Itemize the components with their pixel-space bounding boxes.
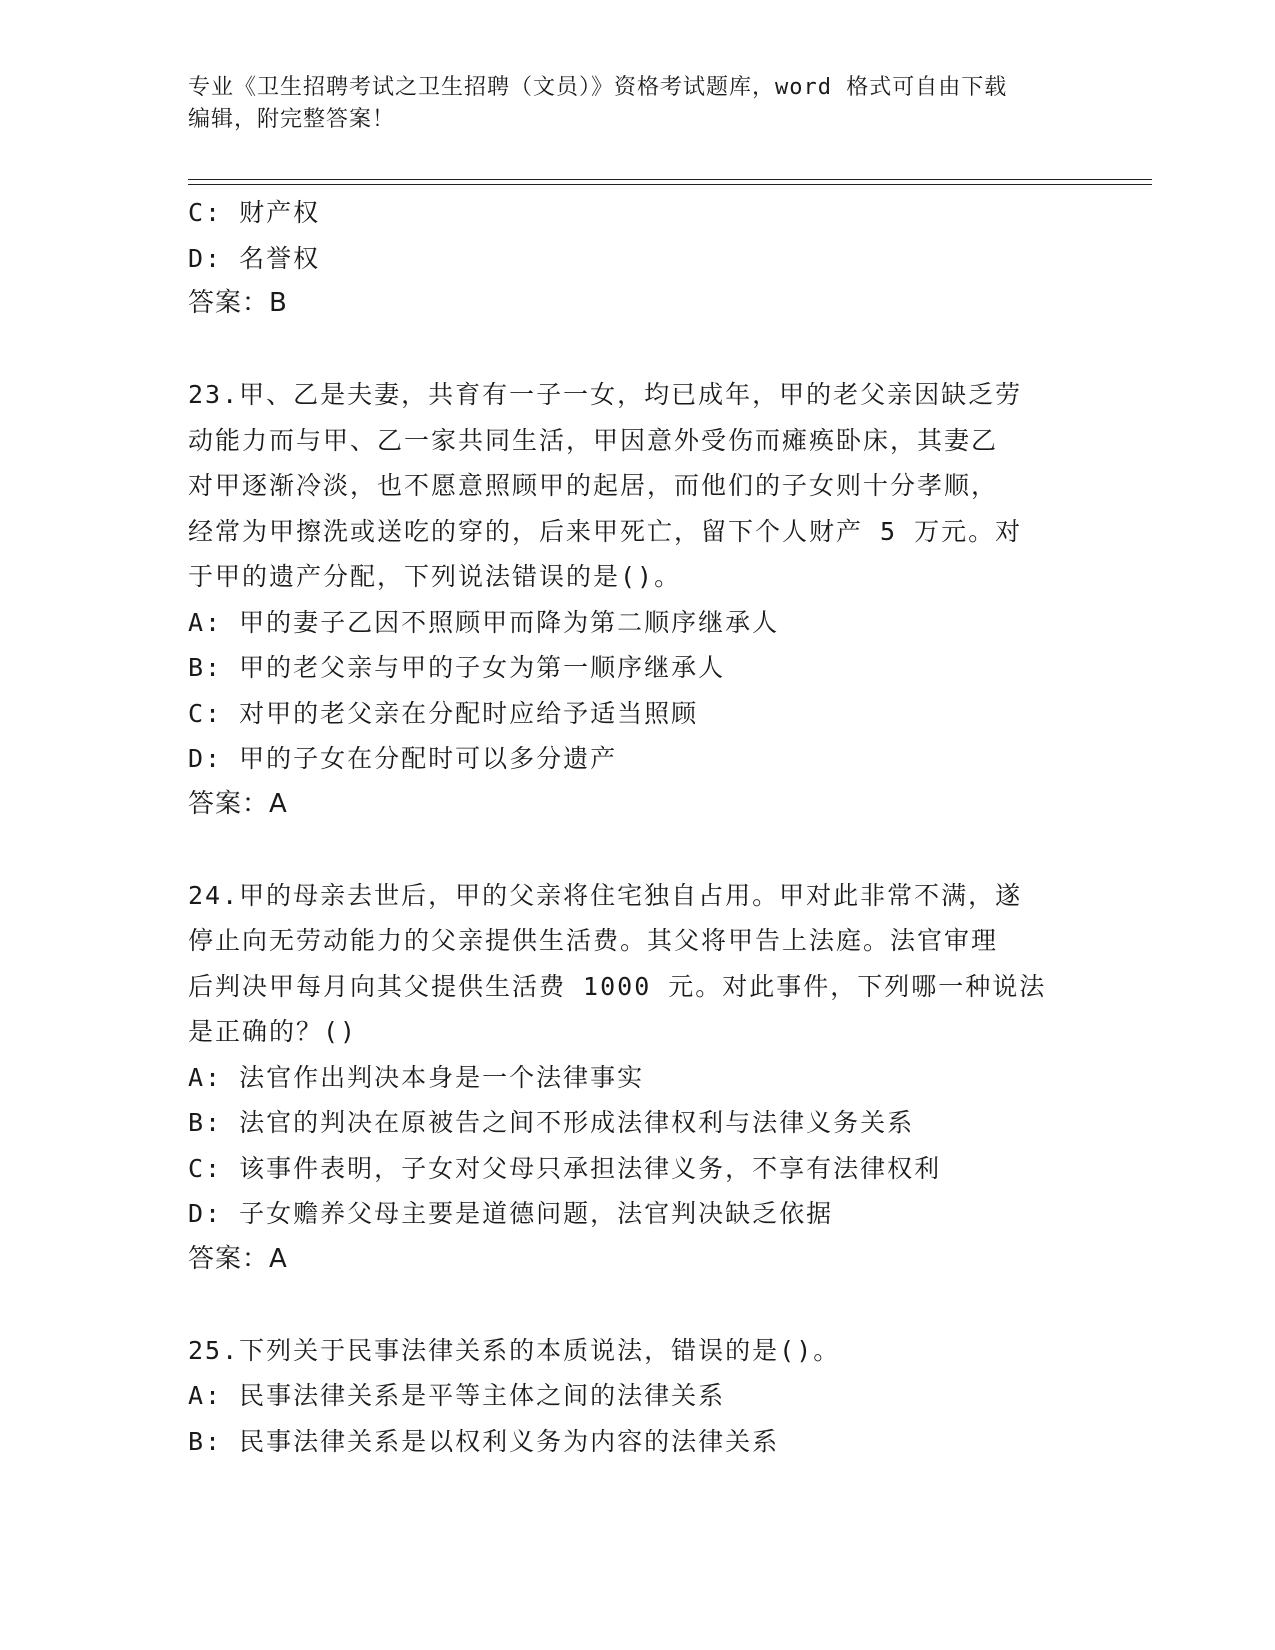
option-a: A: 民事法律关系是平等主体之间的法律关系	[188, 1381, 726, 1410]
answer: 答案：B	[188, 288, 288, 318]
header-rule-bottom	[188, 184, 1152, 185]
option-d: D: 甲的子女在分配时可以多分遗产	[188, 744, 618, 773]
option-b: B: 法官的判决在原被告之间不形成法律权利与法律义务关系	[188, 1108, 915, 1137]
header-line-2: 编辑，附完整答案！	[188, 107, 396, 132]
header-line-1: 专业《卫生招聘考试之卫生招聘（文员）》资格考试题库，word 格式可自由下载	[188, 75, 1008, 100]
question-23	[188, 372, 1088, 827]
option-c: C: 该事件表明，子女对父母只承担法律义务，不享有法律权利	[188, 1153, 942, 1183]
spacer	[188, 1282, 1088, 1328]
option-a: A: 甲的妻子乙因不照顾甲而降为第二顺序继承人	[188, 607, 780, 637]
option-b: B: 民事法律关系是以权利义务为内容的法律关系	[188, 1426, 780, 1456]
option-d: D: 子女赡养父母主要是道德问题，法官判决缺乏依据	[188, 1199, 834, 1228]
question-stem-line: 23.甲、乙是夫妻，共育有一子一女，均已成年，甲的老父亲因缺乏劳	[188, 380, 1023, 409]
answer: 答案：A	[188, 788, 288, 819]
question-stem-line: 24.甲的母亲去世后，甲的父亲将住宅独自占用。甲对此非常不满，遂	[188, 880, 1023, 910]
question-stem-line: 经常为甲擦洗或送吃的穿的，后来甲死亡，留下个人财产 5 万元。对	[188, 516, 1023, 546]
header-rule-top	[188, 179, 1152, 180]
option-d: D: 名誉权	[188, 243, 321, 273]
question-24	[188, 873, 1088, 1283]
question-25	[188, 1328, 1088, 1465]
spacer	[188, 827, 1088, 873]
answer: 答案：A	[188, 1243, 288, 1274]
question-stem-line: 是正确的？()	[188, 1017, 358, 1046]
question-22-tail	[188, 190, 1088, 327]
question-stem-line: 25.下列关于民事法律关系的本质说法，错误的是()。	[188, 1335, 841, 1365]
option-b: B: 甲的老父亲与甲的子女为第一顺序继承人	[188, 653, 726, 682]
question-content	[188, 190, 1088, 1464]
document-header	[188, 72, 1088, 136]
spacer	[188, 327, 1088, 373]
option-c: C: 财产权	[188, 198, 321, 227]
question-stem-line: 后判决甲每月向其父提供生活费 1000 元。对此事件，下列哪一种说法	[188, 971, 1047, 1001]
option-c: C: 对甲的老父亲在分配时应给予适当照顾	[188, 698, 699, 728]
question-stem-line: 于甲的遗产分配，下列说法错误的是()。	[188, 562, 682, 591]
question-stem-line: 动能力而与甲、乙一家共同生活，甲因意外受伤而瘫痪卧床，其妻乙	[188, 425, 999, 455]
question-stem-line: 对甲逐渐冷淡，也不愿意照顾甲的起居，而他们的子女则十分孝顺，	[188, 471, 999, 500]
question-stem-line: 停止向无劳动能力的父亲提供生活费。其父将甲告上法庭。法官审理	[188, 926, 999, 955]
option-a: A: 法官作出判决本身是一个法律事实	[188, 1062, 645, 1092]
